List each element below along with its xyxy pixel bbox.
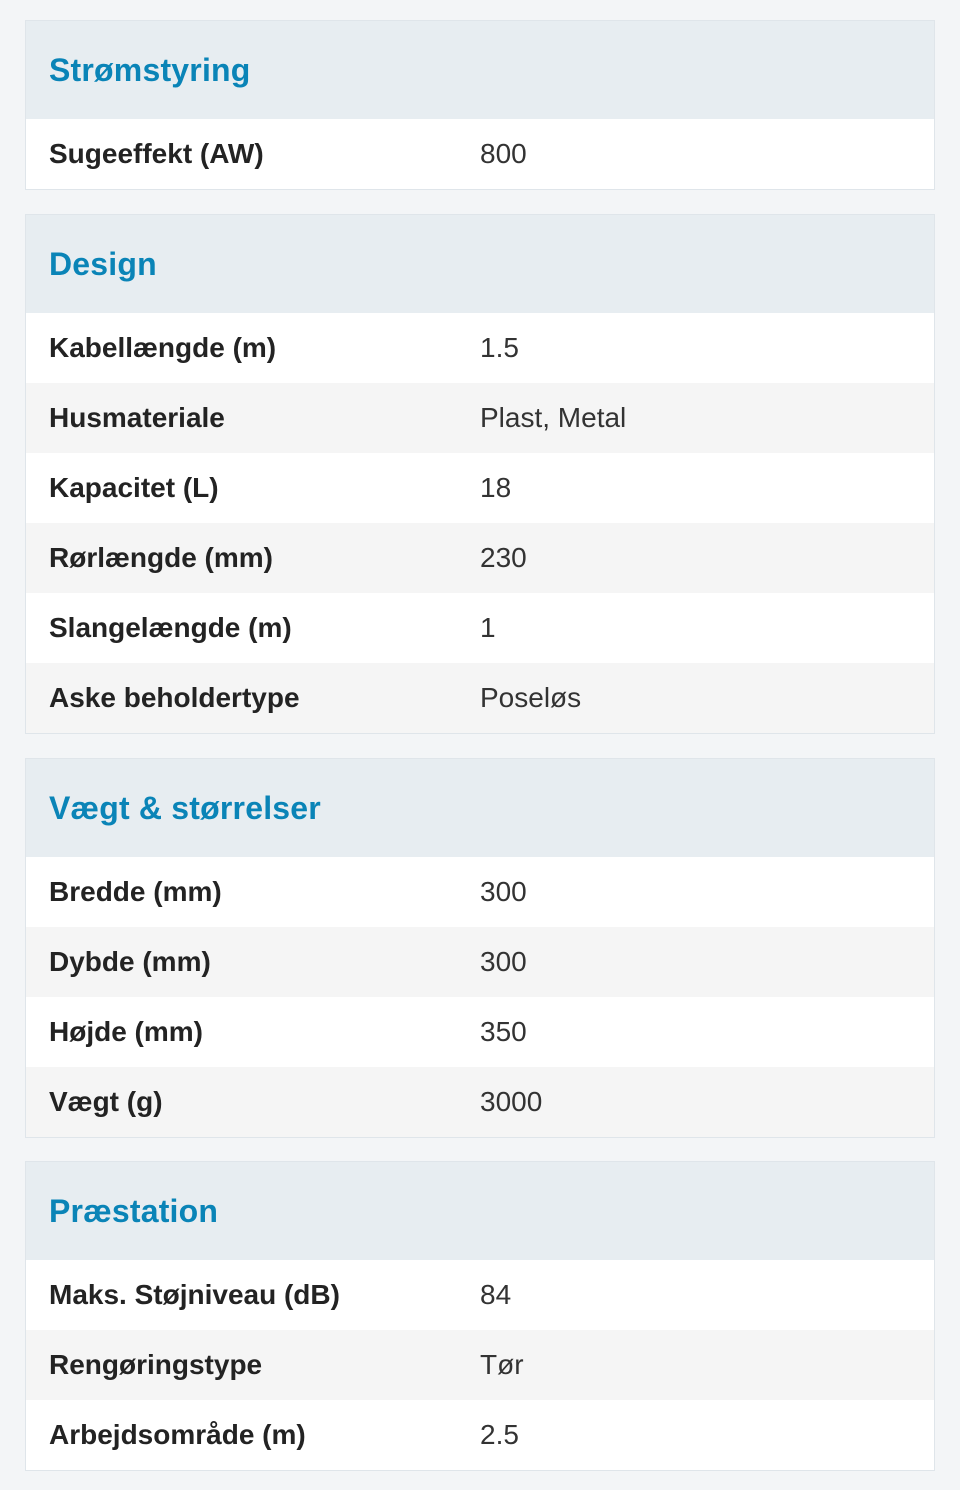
spec-label: Dybde (mm) — [49, 946, 211, 977]
spec-label: Kapacitet (L) — [49, 472, 219, 503]
spec-value: 300 — [480, 946, 527, 977]
section-header[interactable] — [26, 21, 934, 119]
spec-value: 84 — [480, 1279, 512, 1310]
section-title: Design — [49, 245, 157, 282]
spec-row — [26, 663, 934, 733]
spec-row — [26, 997, 934, 1067]
spec-label: Husmateriale — [49, 402, 225, 433]
spec-row — [26, 1067, 934, 1137]
spec-label: Aske beholdertype — [49, 682, 300, 713]
spec-value: 1.5 — [480, 332, 519, 363]
section-header[interactable] — [26, 759, 934, 857]
spec-section-stromstyring — [25, 20, 935, 190]
spec-label: Arbejdsområde (m) — [49, 1419, 306, 1450]
spec-row — [26, 383, 934, 453]
spec-label: Højde (mm) — [49, 1016, 203, 1047]
spec-row — [26, 119, 934, 189]
spec-row — [26, 927, 934, 997]
spec-label: Kabellængde (m) — [49, 332, 277, 363]
spec-row — [26, 857, 934, 927]
spec-value: 18 — [480, 472, 512, 503]
spec-row — [26, 1260, 934, 1330]
spec-row — [26, 313, 934, 383]
spec-value: 800 — [480, 138, 527, 169]
spec-section-vaegt-storrelser — [25, 758, 935, 1138]
section-title: Præstation — [49, 1192, 219, 1229]
spec-value: 1 — [480, 612, 496, 643]
spec-label: Rengøringstype — [49, 1349, 263, 1380]
spec-value: 2.5 — [480, 1419, 519, 1450]
spec-row — [26, 1330, 934, 1400]
spec-label: Vægt (g) — [49, 1086, 163, 1117]
section-header[interactable] — [26, 1162, 934, 1260]
spec-label: Bredde (mm) — [49, 876, 222, 907]
spec-label: Maks. Støjniveau (dB) — [49, 1279, 340, 1310]
spec-value: 230 — [480, 542, 527, 573]
spec-row — [26, 523, 934, 593]
spec-section-design — [25, 214, 935, 734]
spec-value: 300 — [480, 876, 527, 907]
spec-value: Tør — [480, 1349, 524, 1380]
spec-value: Poseløs — [480, 682, 582, 713]
section-title: Vægt & størrelser — [49, 789, 321, 826]
spec-label: Sugeeffekt (AW) — [49, 138, 264, 169]
spec-row — [26, 453, 934, 523]
spec-label: Slangelængde (m) — [49, 612, 292, 643]
spec-value: 350 — [480, 1016, 527, 1047]
spec-row — [26, 593, 934, 663]
spec-value: Plast, Metal — [480, 402, 627, 433]
spec-section-praestation — [25, 1161, 935, 1471]
spec-row — [26, 1400, 934, 1470]
spec-value: 3000 — [480, 1086, 543, 1117]
section-title: Strømstyring — [49, 51, 251, 88]
spec-label: Rørlængde (mm) — [49, 542, 273, 573]
section-header[interactable] — [26, 215, 934, 313]
